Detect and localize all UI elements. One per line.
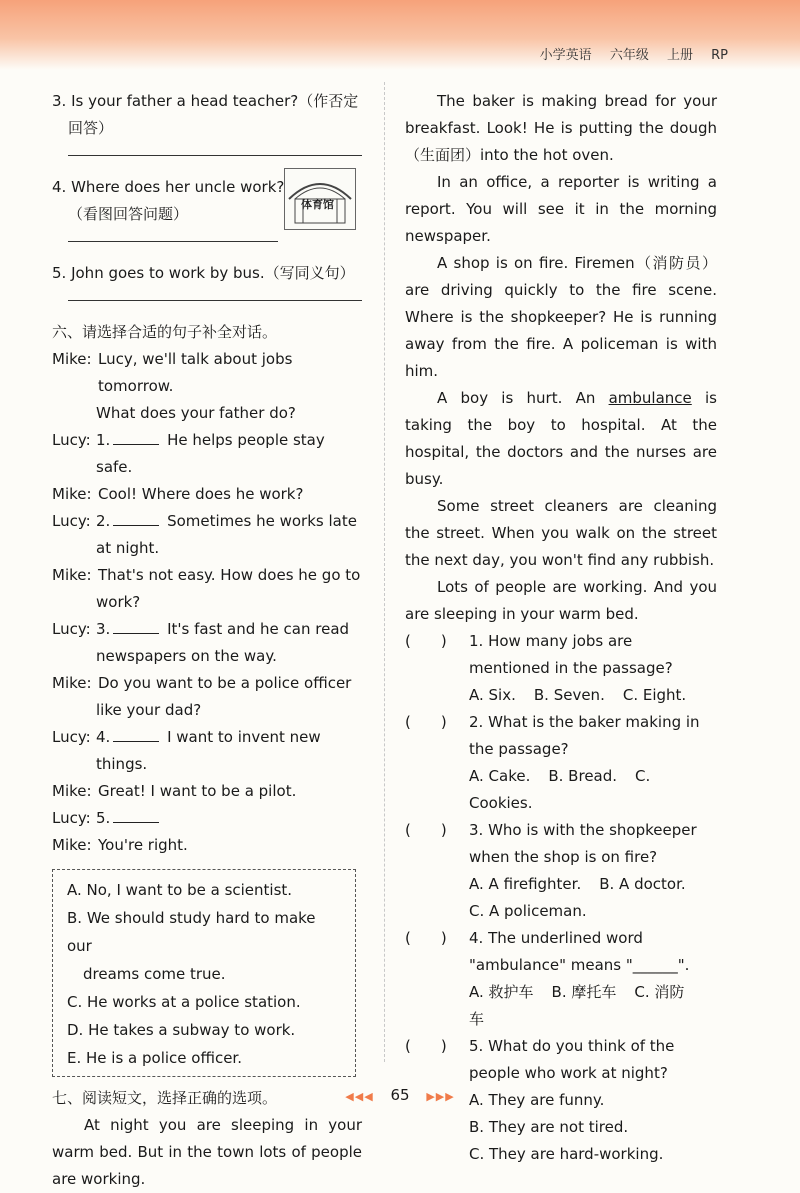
dialogue-line [52, 346, 362, 400]
option: B. 摩托车 [551, 983, 617, 1001]
options-box [52, 869, 356, 1077]
passage-paragraph-1: At night you are sleeping in your warm bed. But in the town lots of people are working. [52, 1116, 362, 1188]
speaker: Mike: [52, 350, 92, 368]
volume-label: 上册 [666, 48, 693, 63]
answer-blank[interactable] [113, 430, 159, 445]
option-b-continued: dreams come true. [83, 965, 226, 983]
option-d: D. He takes a subway to work. [67, 1021, 296, 1039]
dialogue-line [52, 616, 362, 643]
question-text: 3. Who is with the shopkeeper when the shop is on fire? [469, 821, 697, 866]
underlined-word: ambulance [608, 389, 692, 407]
blank-number: 2. [96, 512, 111, 530]
question-3-line2: 回答） [68, 119, 114, 137]
passage-paragraph-6: Some street cleaners are cleaning the street. When you walk on the street the next day, you won't find any rubbish. [405, 497, 717, 569]
left-arrows-icon: ◀◀◀ [345, 1090, 374, 1103]
question-text: 2. What is the baker making in the passage? [469, 713, 700, 758]
dialogue [52, 346, 362, 859]
answer-bracket[interactable]: ( ) [405, 929, 447, 947]
subject-label: 小学英语 [539, 48, 592, 63]
blank-number: 5. [96, 809, 111, 827]
answer-line-5[interactable] [68, 299, 362, 301]
grade-label: 六年级 [609, 48, 649, 63]
answer-blank[interactable] [113, 511, 159, 526]
option-e: E. He is a police officer. [67, 1049, 242, 1067]
question-1-options [405, 682, 717, 709]
left-column [52, 88, 362, 1193]
paragraph-text: is taking the boy to hospital. At the hospital, the doctors and the nurses are busy. [405, 389, 717, 488]
reading-question-5 [405, 1033, 717, 1087]
dialogue-text: I want to invent new things. [96, 728, 321, 773]
question-3-options-2 [405, 898, 717, 925]
option: B. Seven. [533, 686, 605, 704]
option-c: C. He works at a police station. [67, 993, 301, 1011]
option-a: A. No, I want to be a scientist. [67, 881, 293, 899]
answer-blank[interactable] [113, 727, 159, 742]
question-3 [52, 88, 362, 142]
dialogue-text: Sometimes he works late [167, 512, 357, 530]
option-b: B. We should study hard to make our [67, 909, 316, 955]
question-5-options-2 [405, 1114, 717, 1141]
speaker: Lucy: [52, 620, 91, 638]
dialogue-line [52, 724, 362, 778]
section-7-title: 七、阅读短文，选择正确的选项。 [52, 1089, 278, 1107]
speaker: Lucy: [52, 728, 91, 746]
question-3-options [405, 871, 717, 898]
speaker: Mike: [52, 674, 92, 692]
answer-bracket[interactable]: ( ) [405, 632, 447, 650]
dialogue-text: Great! I want to be a pilot. [98, 782, 297, 800]
answer-blank[interactable] [113, 619, 159, 634]
blank-number: 4. [96, 728, 111, 746]
option: C. 消防车 [469, 983, 685, 1028]
question-4 [52, 174, 362, 228]
question-2-options [405, 763, 717, 817]
option: A. They are funny. [469, 1091, 605, 1109]
dialogue-text: That's not easy. How does he go to [98, 566, 361, 584]
dialogue-text: You're right. [98, 836, 188, 854]
question-5-options-3 [405, 1141, 717, 1168]
dialogue-continuation: work? [96, 593, 141, 611]
column-divider [384, 82, 385, 1062]
option: C. Eight. [622, 686, 687, 704]
speaker: Lucy: [52, 809, 91, 827]
dialogue-line [52, 562, 362, 589]
speaker: Mike: [52, 782, 92, 800]
passage-paragraph-4: A shop is on fire. Firemen（消防员）are driving quickly to the fire scene. Where is the shopkeeper? He is running away from the fire. A policeman is with him. [405, 254, 717, 380]
dialogue-line [52, 805, 362, 832]
answer-line-4[interactable] [68, 240, 278, 242]
dialogue-continuation: at night. [96, 539, 160, 557]
answer-line-3[interactable] [68, 154, 362, 156]
speaker: Lucy: [52, 512, 91, 530]
question-4-line2: （看图回答问题） [68, 205, 189, 223]
dialogue-line [52, 670, 362, 697]
dialogue-line [52, 427, 362, 481]
paragraph-text: A boy is hurt. An [437, 389, 609, 407]
reading-question-1 [405, 628, 717, 682]
dialogue-text: Cool! Where does he work? [98, 485, 304, 503]
passage-paragraph-3: In an office, a reporter is writing a report. You will see it in the morning newspaper. [405, 173, 717, 245]
question-4-options [405, 979, 717, 1033]
dialogue-text: He helps people stay safe. [96, 431, 325, 476]
reading-question-3 [405, 817, 717, 871]
option: B. They are not tired. [469, 1118, 629, 1136]
dialogue-text: Do you want to be a police officer [98, 674, 352, 692]
dialogue-text: It's fast and he can read [167, 620, 350, 638]
question-text: 5. What do you think of the people who work at night? [469, 1037, 675, 1082]
stadium-image [284, 168, 356, 230]
dialogue-line [52, 481, 362, 508]
page-number: 65 [390, 1086, 410, 1104]
dialogue-line [52, 832, 362, 859]
option: B. A doctor. [599, 875, 686, 893]
answer-bracket[interactable]: ( ) [405, 821, 447, 839]
passage-paragraph-2: The baker is making bread for your breakfast. Look! He is putting the dough（生面团）into the hot oven. [405, 92, 717, 164]
dialogue-text: Lucy, we'll talk about jobs tomorrow. [98, 350, 293, 395]
right-arrows-icon: ▶▶▶ [426, 1090, 455, 1103]
stadium-label: 体育馆 [301, 198, 334, 211]
speaker: Mike: [52, 485, 92, 503]
question-5: 5. John goes to work by bus.（写同义句） [52, 264, 355, 282]
answer-blank[interactable] [113, 808, 159, 823]
blank-number: 3. [96, 620, 111, 638]
edition-label: RP [711, 48, 728, 63]
answer-bracket[interactable]: ( ) [405, 713, 447, 731]
option: B. Bread. [548, 767, 618, 785]
answer-bracket[interactable]: ( ) [405, 1037, 447, 1055]
section-6-title: 六、请选择合适的句子补全对话。 [52, 323, 278, 341]
dialogue-continuation: like your dad? [96, 701, 202, 719]
right-column [405, 88, 717, 1168]
option: A. Six. [469, 686, 516, 704]
option: C. A policeman. [469, 902, 587, 920]
blank-number: 1. [96, 431, 111, 449]
speaker: Lucy: [52, 431, 91, 449]
option: A. 救护车 [469, 983, 534, 1001]
dialogue-continuation: What does your father do? [96, 404, 296, 422]
page-footer [0, 1086, 800, 1104]
passage-paragraph-7: Lots of people are working. And you are sleeping in your warm bed. [405, 578, 717, 623]
option: C. They are hard-working. [469, 1145, 664, 1163]
passage-paragraph-5 [405, 385, 717, 493]
question-text: 1. How many jobs are mentioned in the passage? [469, 632, 673, 677]
dialogue-line [52, 778, 362, 805]
reading-question-2 [405, 709, 717, 763]
speaker: Mike: [52, 566, 92, 584]
dialogue-line [52, 508, 362, 535]
option: C. Cookies. [469, 767, 651, 812]
question-text: 4. The underlined word "ambulance" means "______". [469, 929, 690, 974]
option: A. A firefighter. [469, 875, 582, 893]
speaker: Mike: [52, 836, 92, 854]
question-4-line1: 4. Where does her uncle work? [52, 178, 285, 196]
dialogue-continuation: newspapers on the way. [96, 647, 277, 665]
reading-question-4 [405, 925, 717, 979]
option: A. Cake. [469, 767, 531, 785]
book-header [526, 44, 728, 63]
question-3-line1: 3. Is your father a head teacher?（作否定 [52, 92, 359, 110]
